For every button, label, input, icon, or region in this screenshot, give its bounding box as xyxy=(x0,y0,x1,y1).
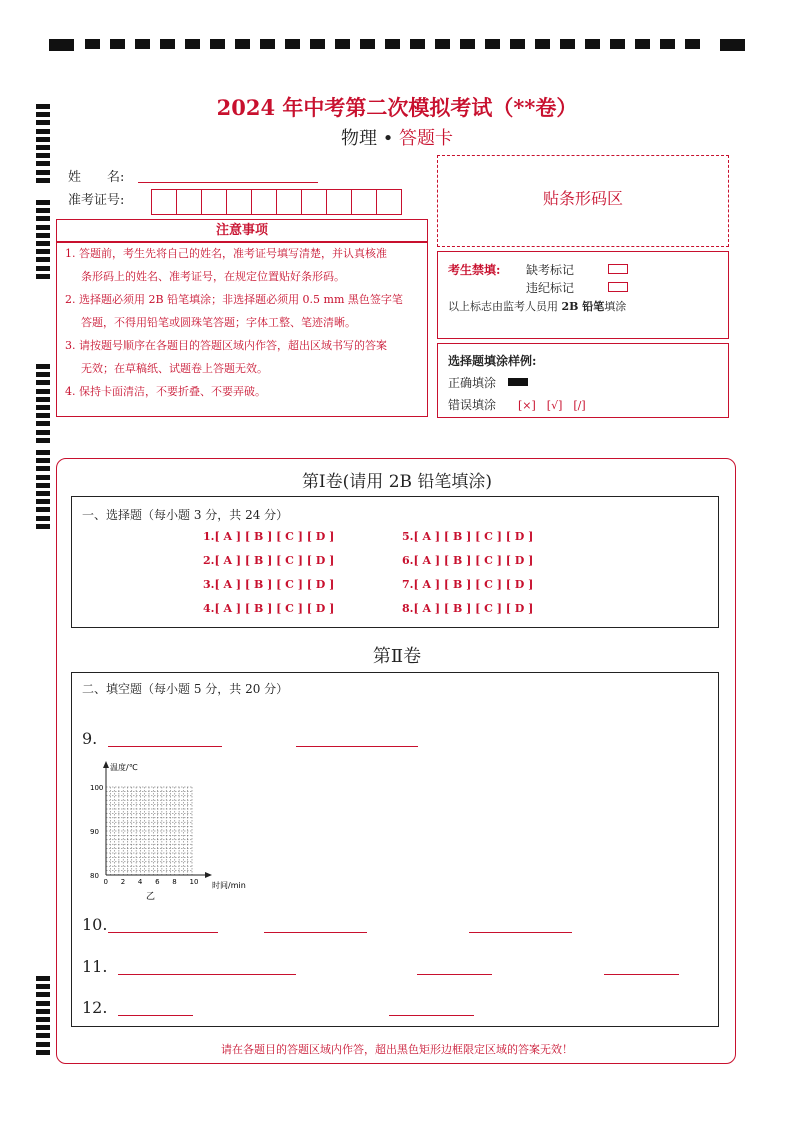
timing-mark xyxy=(36,413,50,418)
timing-mark xyxy=(36,438,50,443)
q10-number: 10. xyxy=(82,915,108,934)
notice-line: 无效；在草稿纸、试题卷上答题无效。 xyxy=(81,362,268,375)
chart-grid xyxy=(106,787,192,875)
q10-blank-1[interactable] xyxy=(108,932,218,933)
id-number-boxes[interactable] xyxy=(152,189,402,215)
notice-line: 答题，不得用铅笔或圆珠笔答题；字体工整、笔迹清晰。 xyxy=(81,316,356,329)
timing-mark xyxy=(36,976,50,981)
page-title: 2024 年中考第二次模拟考试（**卷） xyxy=(216,95,578,120)
forbidden-note-prefix: 以上标志由监考人员用 xyxy=(448,300,558,313)
x-tick-label: 10 xyxy=(189,878,199,886)
timing-mark xyxy=(36,200,50,205)
id-label: 准考证号: xyxy=(68,193,125,208)
q12-blank-1[interactable] xyxy=(118,1015,193,1016)
q9-number: 9. xyxy=(82,729,98,748)
q10-blank-2[interactable] xyxy=(264,932,367,933)
choice-q3[interactable]: 3.[ A ] [ B ] [ C ] [ D ] xyxy=(203,578,335,591)
timing-mark xyxy=(36,233,50,238)
answer-card-label: 答题卡 xyxy=(399,128,454,149)
timing-mark xyxy=(36,992,50,997)
correct-fill-label: 正确填涂 xyxy=(448,376,497,390)
x-axis-label: 时间/min xyxy=(212,881,246,890)
y-tick-label: 90 xyxy=(90,828,99,836)
q9-blank-1[interactable] xyxy=(108,746,222,747)
choice-section-title: 一、选择题（每小题 3 分，共 24 分） xyxy=(82,508,289,522)
forbidden-note xyxy=(448,298,626,314)
barcode-area xyxy=(437,155,729,247)
name-field[interactable] xyxy=(138,182,318,183)
y-axis-arrow xyxy=(103,761,109,768)
choice-q8[interactable]: 8.[ A ] [ B ] [ C ] [ D ] xyxy=(402,602,534,615)
notice-line: 2. 选择题必须用 2B 铅笔填涂；非选择题必须用 0.5 mm 黑色签字笔 xyxy=(65,293,403,306)
timing-mark xyxy=(36,153,50,158)
absent-mark-box[interactable] xyxy=(608,264,628,274)
choice-q4[interactable]: 4.[ A ] [ B ] [ C ] [ D ] xyxy=(203,602,335,615)
x-axis-arrow xyxy=(205,872,212,878)
timing-mark xyxy=(36,507,50,512)
forbidden-box xyxy=(437,251,729,339)
chart-caption: 乙 xyxy=(146,892,156,902)
notice-line: 1. 答题前，考生先将自己的姓名，准考证号填写清楚，并认真核准 xyxy=(65,247,387,260)
timing-mark xyxy=(36,1017,50,1022)
timing-mark xyxy=(36,1001,50,1006)
forbidden-note-bold: 2B 铅笔 xyxy=(561,300,605,313)
choice-question-box xyxy=(71,496,719,628)
timing-mark xyxy=(36,216,50,221)
q10-blank-3[interactable] xyxy=(469,932,572,933)
subtitle-dot: • xyxy=(382,128,394,149)
timing-mark xyxy=(36,380,50,385)
violation-mark-box[interactable] xyxy=(608,282,628,292)
forbidden-label: 考生禁填: xyxy=(448,263,501,277)
timing-mark xyxy=(36,274,50,279)
notice-box xyxy=(56,241,428,417)
timing-mark xyxy=(36,266,50,271)
y-axis-label: 温度/℃ xyxy=(110,763,138,772)
timing-mark xyxy=(36,397,50,402)
timing-mark xyxy=(36,1009,50,1014)
timing-mark xyxy=(36,450,50,455)
q11-number: 11. xyxy=(82,957,108,976)
timing-mark xyxy=(36,1033,50,1038)
timing-mark xyxy=(36,499,50,504)
choice-q1[interactable]: 1.[ A ] [ B ] [ C ] [ D ] xyxy=(203,530,335,543)
barcode-label: 贴条形码区 xyxy=(542,189,623,208)
choice-q2[interactable]: 2.[ A ] [ B ] [ C ] [ D ] xyxy=(203,554,335,567)
notice-line: 4. 保持卡面清洁，不要折叠、不要弄破。 xyxy=(65,385,266,398)
timing-mark xyxy=(36,524,50,529)
x-tick-label: 6 xyxy=(155,878,160,886)
timing-mark xyxy=(36,178,50,183)
x-tick-label: 8 xyxy=(172,878,177,886)
q11-blank-3[interactable] xyxy=(604,974,679,975)
x-tick-label: 4 xyxy=(137,878,143,886)
q12-blank-2[interactable] xyxy=(389,1015,474,1016)
timing-mark xyxy=(36,1025,50,1030)
timing-mark xyxy=(36,364,50,369)
timing-mark xyxy=(36,421,50,426)
x-tick-label: 2 xyxy=(120,878,126,886)
violation-label: 违纪标记 xyxy=(526,281,575,295)
y-tick-label: 100 xyxy=(90,784,104,792)
timing-mark xyxy=(36,430,50,435)
timing-mark xyxy=(36,257,50,262)
notice-heading: 注意事项 xyxy=(56,219,428,243)
fill-blank-box xyxy=(71,672,719,1027)
part1-title: 第Ⅰ卷(请用 2B 铅笔填涂) xyxy=(301,472,493,492)
wrong-fill-samples: [×] [√] [/] xyxy=(518,399,586,412)
notice-line: 3. 请按题号顺序在各题目的答题区域内作答，超出区域书写的答案 xyxy=(65,339,387,352)
timing-mark xyxy=(36,249,50,254)
fill-example-title: 选择题填涂样例: xyxy=(448,354,537,368)
timing-mark xyxy=(36,516,50,521)
part2-title: 第Ⅱ卷 xyxy=(372,646,422,667)
q12-number: 12. xyxy=(82,998,108,1017)
choice-q5[interactable]: 5.[ A ] [ B ] [ C ] [ D ] xyxy=(402,530,534,543)
page-subtitle xyxy=(0,124,794,150)
name-label: 姓 名: xyxy=(68,170,125,185)
temperature-time-chart xyxy=(78,757,278,907)
choice-q6[interactable]: 6.[ A ] [ B ] [ C ] [ D ] xyxy=(402,554,534,567)
q11-blank-1[interactable] xyxy=(118,974,296,975)
timing-mark xyxy=(36,161,50,166)
fill-example-box xyxy=(437,343,729,418)
y-tick-label: 80 xyxy=(90,872,99,880)
q11-blank-2[interactable] xyxy=(417,974,492,975)
timing-mark xyxy=(36,225,50,230)
timing-mark xyxy=(36,208,50,213)
wrong-fill-label: 错误填涂 xyxy=(448,398,497,412)
timing-mark xyxy=(36,405,50,410)
notice-line: 条形码上的姓名、准考证号，在规定位置贴好条形码。 xyxy=(81,270,345,283)
q9-blank-2[interactable] xyxy=(296,746,418,747)
timing-mark xyxy=(36,241,50,246)
x-tick-label: 0 xyxy=(103,878,108,886)
timing-mark xyxy=(36,372,50,377)
correct-fill-sample xyxy=(508,378,528,386)
absent-label: 缺考标记 xyxy=(526,263,575,277)
fill-section-title: 二、填空题（每小题 5 分，共 20 分） xyxy=(82,682,289,696)
timing-mark xyxy=(36,170,50,175)
forbidden-note-suffix: 填涂 xyxy=(604,300,627,313)
timing-mark xyxy=(36,458,50,463)
footer-warning: 请在各题目的答题区域内作答，超出黑色矩形边框限定区域的答案无效！ xyxy=(221,1043,573,1056)
subject-label: 物理 xyxy=(340,128,377,149)
timing-mark xyxy=(36,984,50,989)
choice-q7[interactable]: 7.[ A ] [ B ] [ C ] [ D ] xyxy=(402,578,534,591)
timing-mark xyxy=(36,389,50,394)
